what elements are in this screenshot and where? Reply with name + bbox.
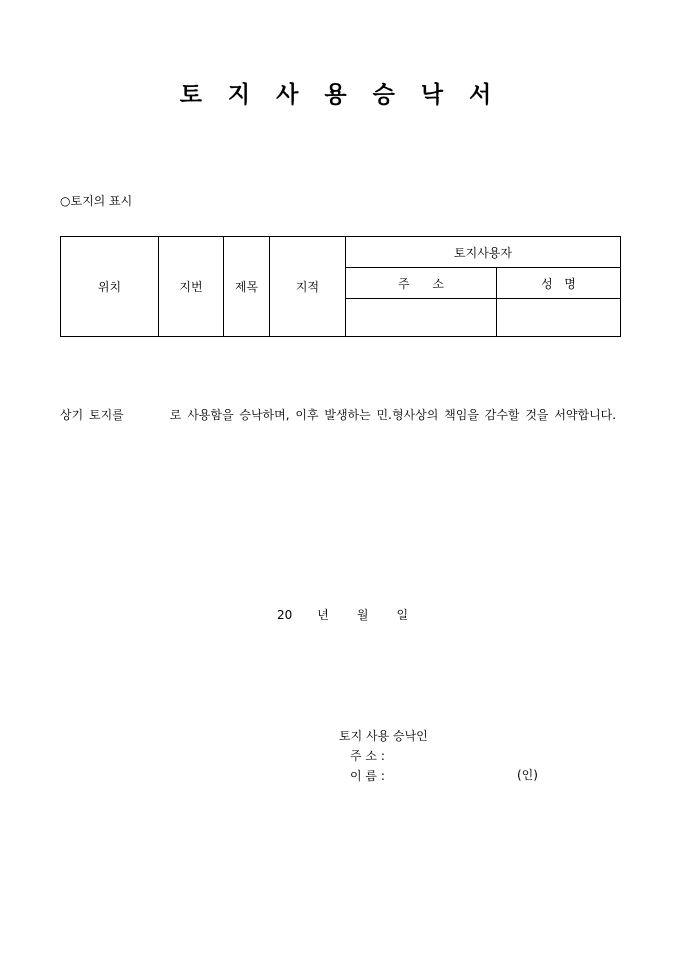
- signer-block: [339, 726, 428, 786]
- header-name: 성 명: [497, 268, 621, 299]
- date-day: 일: [396, 608, 409, 622]
- header-land-user: 토지사용자: [346, 237, 621, 268]
- date-month: 월: [356, 608, 369, 622]
- document-title: 토 지 사 용 승 낙 서: [179, 81, 501, 108]
- header-land-category: 제목: [224, 237, 270, 337]
- section-heading: ○토지의 표시: [60, 194, 133, 208]
- header-address: 주 소: [346, 268, 497, 299]
- address-cell[interactable]: [346, 299, 497, 337]
- date-line: [277, 606, 408, 623]
- signer-name-label: 이 름 :: [350, 769, 385, 783]
- consent-statement: [60, 405, 620, 425]
- date-year: 년: [317, 608, 329, 622]
- date-year-prefix: 20: [277, 608, 293, 622]
- name-cell[interactable]: [497, 299, 621, 337]
- statement-part2: 로 사용함을 승낙하며, 이후 발생하는 민.형사상의 책임을 감수할 것을 서약합니다.: [169, 408, 617, 422]
- statement-part1: 상기 토지를: [60, 408, 124, 422]
- signer-seal: (인): [517, 768, 538, 782]
- land-table: [60, 236, 621, 337]
- header-area: 지적: [270, 237, 346, 337]
- header-location: 위치: [61, 237, 159, 337]
- header-lot-number: 지번: [159, 237, 224, 337]
- signer-address-label: 주 소 :: [350, 749, 385, 763]
- signer-heading: 토지 사용 승낙인: [339, 729, 428, 743]
